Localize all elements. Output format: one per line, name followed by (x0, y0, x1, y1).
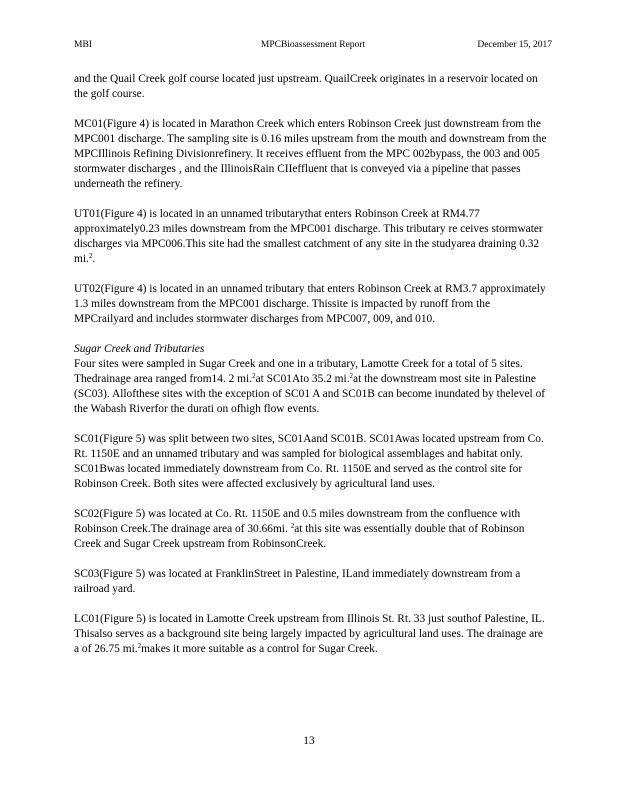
paragraph-sc02-text-2: at this site was essentially double that of Robinson Creek and Sugar Creek upstream from RobinsonCreek. (74, 523, 525, 550)
header-org: MBI (74, 40, 92, 50)
superscript: 2 (252, 372, 256, 380)
paragraph-sc02-text-1: SC02(Figure 5) was located at Co. Rt. 1150E and 0.5 miles downstream from the confluence with Robinson Creek.The drainage area of 30.66mi. (74, 508, 521, 535)
header-date: December 15, 2017 (477, 40, 552, 50)
paragraph-ut01-text: UT01(Figure 4) is located in an unnamed tributarythat enters Robinson Creek at RM4.77 approximately0.23 miles downstream from the MPC001 discharge. This tributary re ceives stormwater discharges via MPC006.This site had the smallest catchment of any site in the studyarea draining 0.32 mi. (74, 208, 543, 265)
paragraph-sugar-creek-text-1: Four sites were sampled in Sugar Creek and one in a tributary, Lamotte Creek for a total of 5 sites. Thedrainage area ranged from14. 2 mi. (74, 358, 523, 385)
superscript: 2 (88, 252, 93, 260)
superscript: 2 (349, 372, 354, 380)
page-header (74, 38, 552, 52)
header-report-title: MPCBioassessment Report (260, 40, 366, 50)
paragraph-ut02: UT02(Figure 4) is located in an unnamed tributary that enters Robinson Creek at RM3.7 approximately 1.3 miles downstream from the MPC001 discharge. Thissite is impacted by runoff from the MPCrailyard and includes stormwater discharges from MPC007, 009, and 010. (74, 283, 546, 325)
superscript: 2 (290, 522, 295, 530)
document-body (74, 72, 548, 672)
page-number: 13 (303, 735, 315, 747)
paragraph-lc01 (74, 612, 548, 657)
paragraph-lc01-text-2: makes it more suitable as a control for Sugar Creek. (141, 643, 378, 655)
paragraph-mc01: MC01(Figure 4) is located in Marathon Creek which enters Robinson Creek just downstream from the MPC001 discharge. The sampling site is 0.16 miles upstream from the mouth and downstream from the MPCIllinois Refining Divisionrefinery. It receives effluent from the MPC 002bypass, the 003 and 005 stormwater discharges , and the IllinoisRain CIIeffluent that is conveyed via a pipeline that passes underneath the refinery. (74, 118, 547, 190)
paragraph-sugar-creek (74, 357, 548, 417)
paragraph-sc01: SC01(Figure 5) was split between two sites, SC01Aand SC01B. SC01Awas located upstream from Co. Rt. 1150E and an unnamed tributary and was sampled for biological assemblages and habitat only. SC01Bwas located immediately downstream from Co. Rt. 1150E and served as the control site for Robinson Creek. Both sites were affected exclusively by agricultural land uses. (74, 433, 544, 490)
paragraph-ut01 (74, 207, 548, 267)
paragraph-lc01-text-1: LC01(Figure 5) is located in Lamotte Creek upstream from Illinois St. Rt. 33 just southof Palestine, IL. Thisalso serves as a background site being largely impacted by agricultural land uses. The drainage are a of 26.75 mi. (74, 613, 545, 655)
paragraph-ut01-end: . (92, 253, 96, 265)
paragraph-sugar-creek-text-2: at SC01Ato 35.2 mi. (255, 373, 350, 385)
section-title-sugar-creek: Sugar Creek and Tributaries (74, 343, 205, 355)
superscript: 2 (137, 642, 142, 650)
paragraph-sc02 (74, 507, 548, 552)
paragraph-sc03: SC03(Figure 5) was located at FranklinStreet in Palestine, ILand immediately downstream from a railroad yard. (74, 568, 521, 595)
paragraph-sugar-creek-text-3: at the downstream most site in Palestine (SC03). Allofthese sites with the exception of SC01 A and SC01B can become inundated by thelevel of the Wabash Riverfor the durati on ofhigh flow events. (74, 373, 546, 415)
paragraph-quail-creek: and the Quail Creek golf course located just upstream. QuailCreek originates in a reservoir located on the golf course. (74, 73, 538, 100)
